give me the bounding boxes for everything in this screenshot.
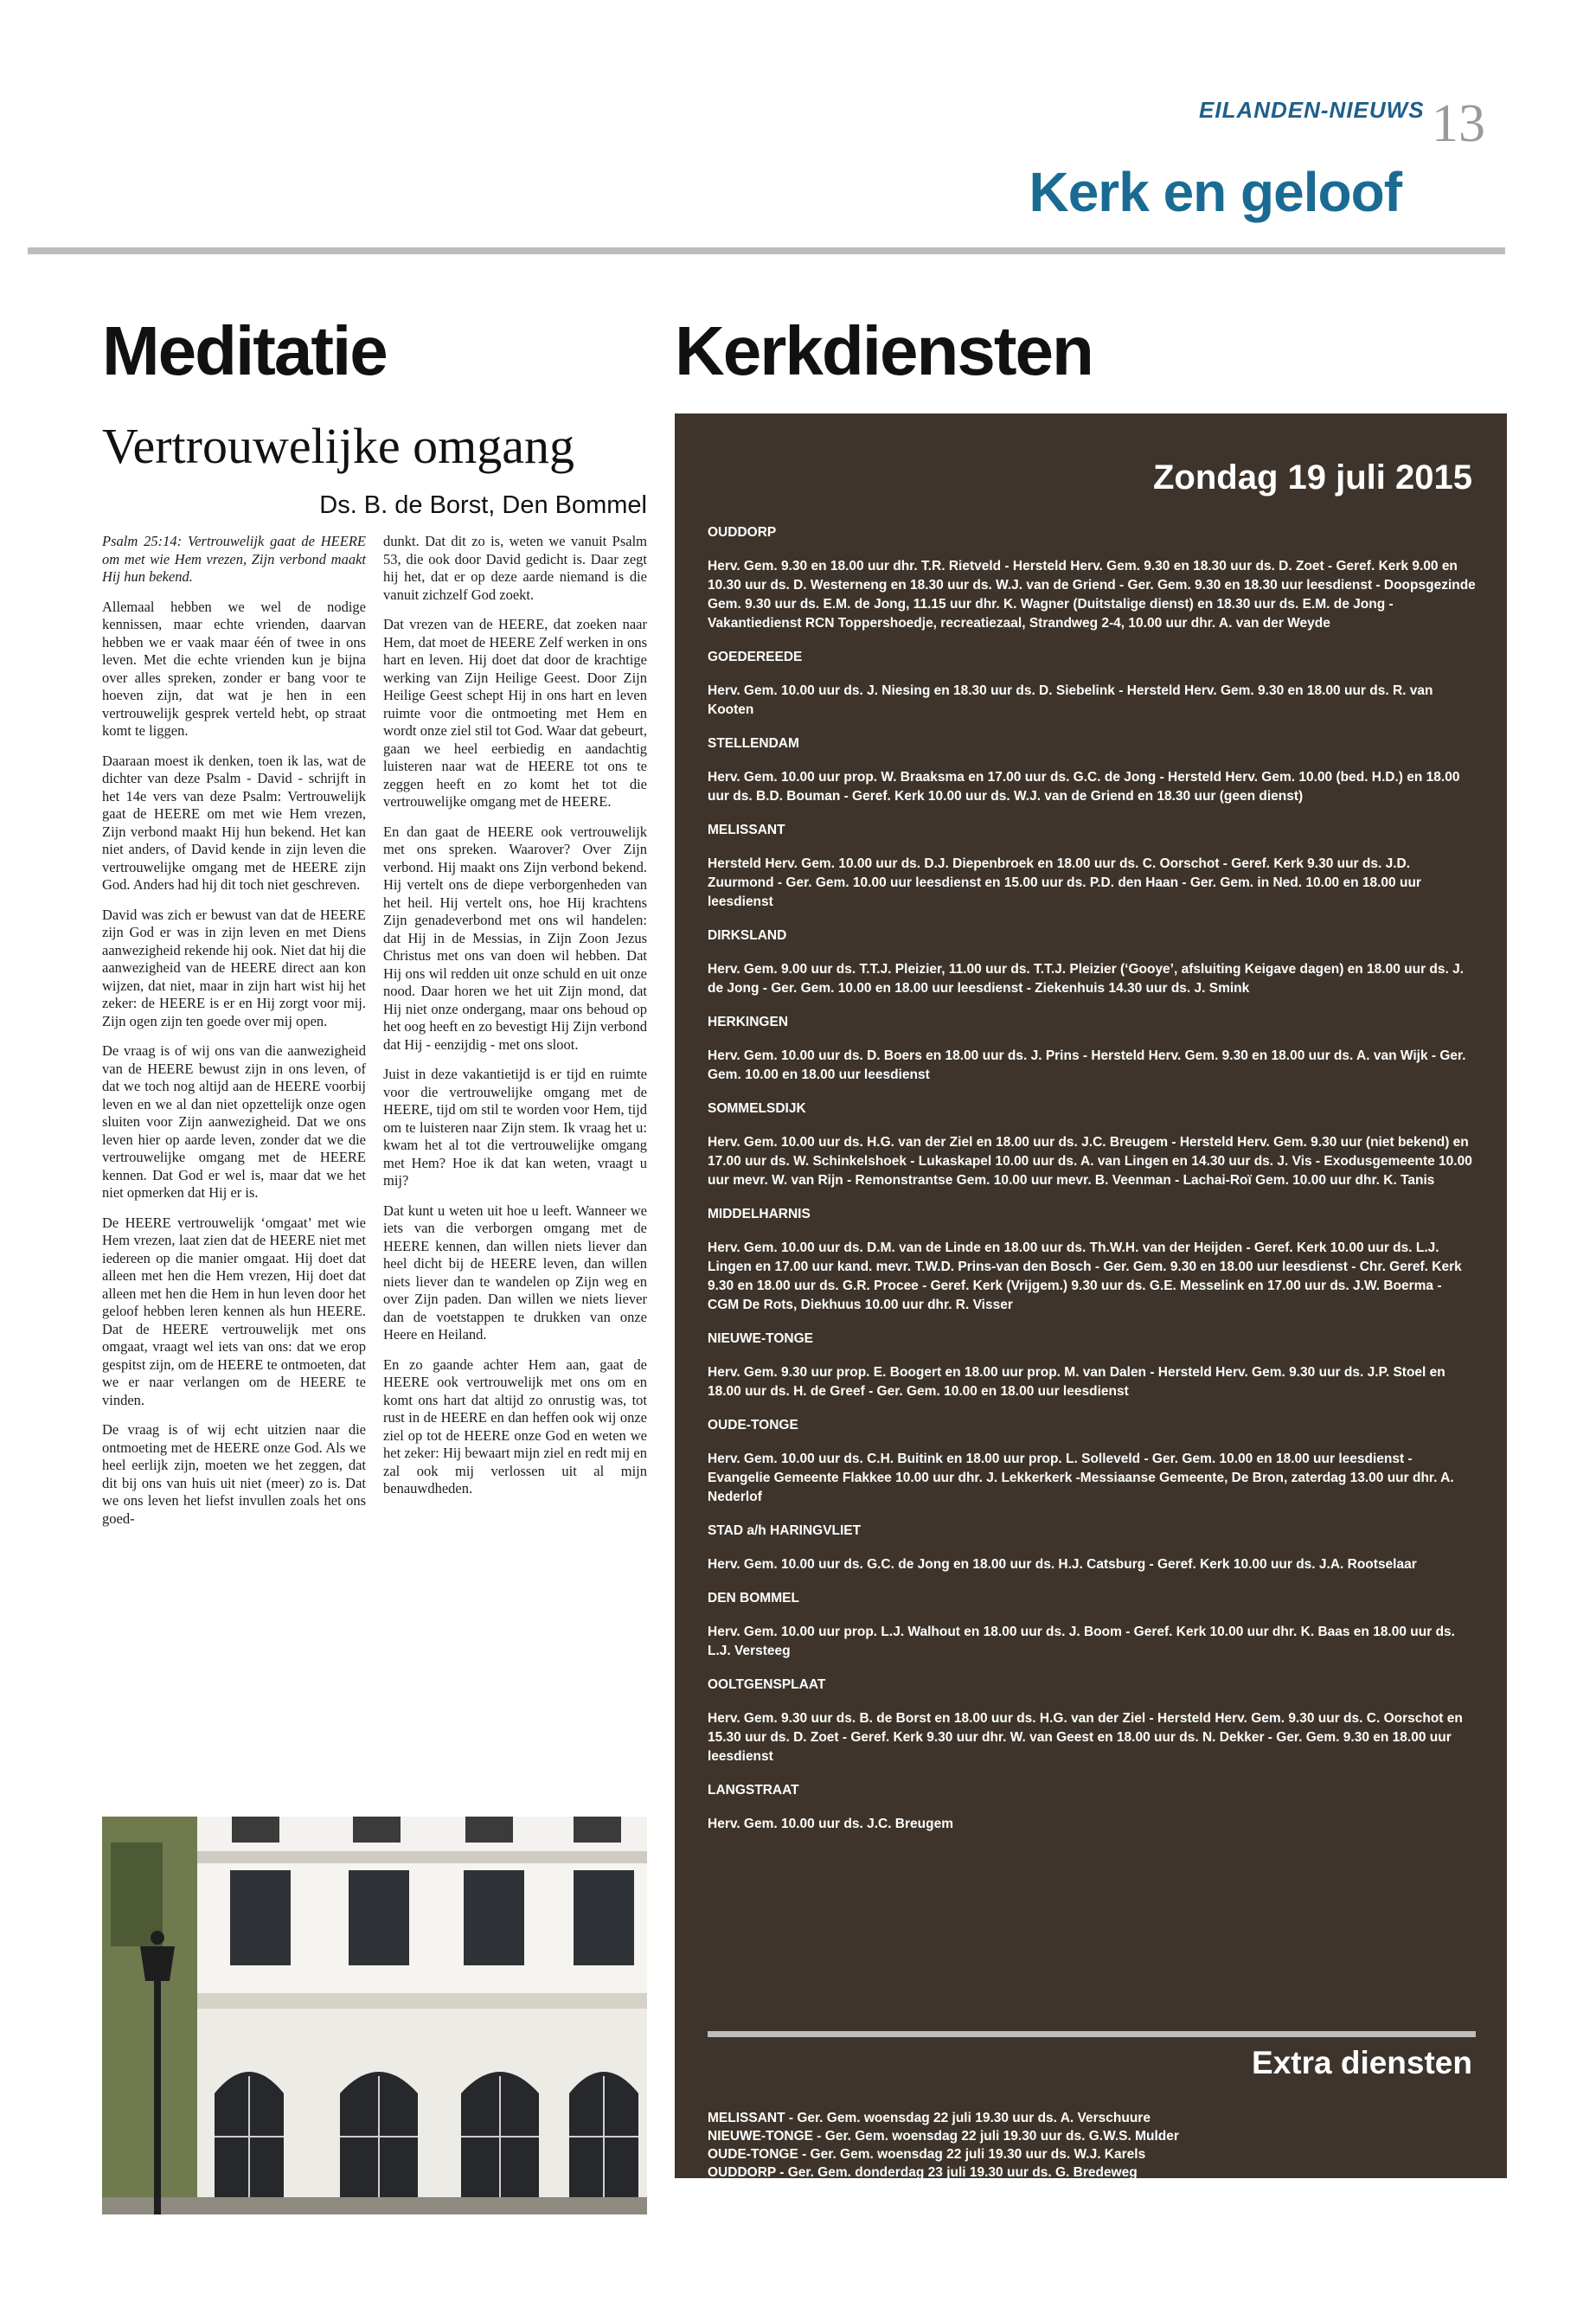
kerkdiensten-panel <box>675 413 1507 2178</box>
place-name: DIRKSLAND <box>708 928 787 943</box>
article-column-left <box>102 533 366 1540</box>
place-services: Herv. Gem. 9.30 uur ds. B. de Borst en 18.00 uur ds. H.G. van der Ziel - Hersteld Herv. Gem. 9.30 uur ds. C. Oorschot en 15.30 uur ds. D. Zoet - Geref. Kerk 9.30 uur dhr. W. van Geest en 18.00 uur ds. N. Dekker - Ger. Gem. 9.30 en 18.00 uur leesdienst <box>708 1711 1463 1764</box>
kerkdiensten-heading: Kerkdiensten <box>675 312 1093 389</box>
church-photo <box>102 1817 647 2214</box>
article-paragraph: De vraag is of wij echt uitzien naar die ontmoeting met de HEERE onze God. Als we heel eerlijk zijn, moeten we het zeggen, dat dit bij ons van huis uit niet (meer) zo is. Dat we ons leven het liefst invullen zoals het ons goed- <box>102 1421 366 1527</box>
church-building-illustration <box>102 1817 647 2214</box>
place-name: OOLTGENSPLAAT <box>708 1677 826 1692</box>
article-column-right <box>383 533 647 1510</box>
place-name: STAD a/h HARINGVLIET <box>708 1523 862 1538</box>
place-name: OUDE-TONGE <box>708 1418 798 1433</box>
place-name: GOEDEREEDE <box>708 650 803 664</box>
extra-service: OUDE-TONGE - Ger. Gem. woensdag 22 juli 19.30 uur ds. W.J. Karels <box>708 2147 1146 2162</box>
place-services: Herv. Gem. 10.00 uur prop. W. Braaksma en 17.00 uur ds. G.C. de Jong - Hersteld Herv. Gem. 10.00 (bed. H.D.) en 18.00 uur ds. B.D. Bouman - Geref. Kerk 10.00 uur ds. W.J. van de Griend en 18.30 uur (geen dienst) <box>708 770 1460 804</box>
meditatie-heading: Meditatie <box>102 312 387 389</box>
place-name: HERKINGEN <box>708 1015 789 1029</box>
place-name: DEN BOMMEL <box>708 1591 799 1606</box>
service-date: Zondag 19 juli 2015 <box>1152 458 1472 497</box>
place-name: MIDDELHARNIS <box>708 1207 811 1221</box>
place-services: Herv. Gem. 10.00 uur prop. L.J. Walhout en 18.00 uur ds. J. Boom - Geref. Kerk 10.00 uur dhr. K. Baas en 18.00 uur ds. L.J. Versteeg <box>708 1625 1455 1658</box>
extra-service: OUDDORP - Ger. Gem. donderdag 23 juli 19.30 uur ds. G. Bredeweg <box>708 2165 1138 2180</box>
place-services: Herv. Gem. 9.30 en 18.00 uur dhr. T.R. Rietveld - Hersteld Herv. Gem. 9.30 en 18.30 uur ds. D. Zoet - Geref. Kerk 9.00 en 10.30 uur ds. D. Westerneng en 18.30 uur ds. W.J. van de Griend - Ger. Gem. 9.30 en 18.30 uur leesdienst - Doopsgezinde Gem. 9.30 uur ds. E.M. de Jong, 11.15 uur dhr. K. Wagner (Duitstalige dienst) en 18.30 uur ds. E.M. de Jong - Vakantiedienst RCN Toppershoedje, recreatiezaal, Strandweg 2-4, 10.00 uur dhr. A. van der Weyde <box>708 559 1476 631</box>
place-name: LANGSTRAAT <box>708 1783 799 1798</box>
article-paragraph: Dat vrezen van de HEERE, dat zoeken naar Hem, dat moet de HEERE Zelf werken in ons hart en leven. Hij doet dat door de krachtige werking van Zijn Heilige Geest. Door Zijn Heilige Geest schept Hij in ons hart en leven ruimte voor die ontmoeting met Hem en wordt onze ziel stil tot God. Waar dat gebeurt, gaan we heel eerbiedig en aandachtig luisteren naar wat de HEERE tot ons te zeggen heeft en zo komt het tot die vertrouwelijke omgang met de HEERE. <box>383 616 647 810</box>
article-paragraph: En dan gaat de HEERE ook vertrouwelijk met ons spreken. Waarover? Over Zijn verbond. Hij maakt ons Zijn verbond bekend. Hij vertelt ons de diepe verborgenheden van het heil. Hij vertelt ons, hoe Hij krachtens Zijn genadeverbond met ons wil handelen: dat Hij in de Messias, in Zijn Zoon Jezus Christus met ons van doen wil hebben. Dat Hij ons wil redden uit onze schuld en uit onze nood. Daar horen we het uit Zijn mond, dat Hij niet onze ondergang, maar ons behoud op het oog heeft en zo bevestigt Hij Zijn verbond dat Hij - eenzijdig - met ons sloot. <box>383 823 647 1053</box>
article-paragraph: Allemaal hebben we wel de nodige kennissen, maar echte vrienden, daarvan hebben we er vaak maar één of twee in ons leven. Met die echte vrienden kun je bijna over alles spreken, zonder er bang voor te hoeven zijn, dat wat je hen in een vertrouwelijk gesprek verteld hebt, op straat komt te liggen. <box>102 598 366 739</box>
place-services: Hersteld Herv. Gem. 10.00 uur ds. D.J. Diepenbroek en 18.00 uur ds. C. Oorschot - Geref. Kerk 9.30 uur ds. J.D. Zuurmond - Ger. Gem. 10.00 uur leesdienst en 15.00 uur ds. P.D. den Haan - Ger. Gem. in Ned. 10.00 en 18.00 uur leesdienst <box>708 856 1421 909</box>
services-list <box>708 524 1476 1849</box>
place-name: SOMMELSDIJK <box>708 1101 806 1116</box>
place-services: Herv. Gem. 9.30 uur prop. E. Boogert en 18.00 uur prop. M. van Dalen - Hersteld Herv. Gem. 9.30 uur ds. J.P. Stoel en 18.00 uur ds. H. de Greef - Ger. Gem. 10.00 en 18.00 uur leesdienst <box>708 1365 1445 1399</box>
place-name: STELLENDAM <box>708 736 799 751</box>
extra-diensten-list <box>708 2109 1476 2182</box>
article-paragraph: Dat kunt u weten uit hoe u leeft. Wanneer we iets van die verborgen omgang met de HEERE kennen, dan willen niets liever dan heel dicht bij de HEERE leven, dan willen niets liever dan te wandelen op Zijn weg en over Zijn paden. Dan willen we niets liever dan de voetstappen te drukken van onze Heere en Heiland. <box>383 1202 647 1343</box>
place-services: Herv. Gem. 10.00 uur ds. H.G. van der Ziel en 18.00 uur ds. J.C. Breugem - Hersteld Herv. Gem. 9.30 uur (niet bekend) en 17.00 uur ds. W. Schinkelshoek - Lukaskapel 10.00 uur ds. A. van Lingen en 14.30 uur ds. J. Vis - Exodusgemeente 10.00 uur mevr. W. van Rijn - Remonstrantse Gem. 10.00 uur mevr. B. Veenman - Lachai-Roï Gem. 10.00 uur dhr. K. Tanis <box>708 1135 1472 1188</box>
extra-divider <box>708 2031 1476 2037</box>
place-services: Herv. Gem. 10.00 uur ds. J. Niesing en 18.30 uur ds. D. Siebelink - Hersteld Herv. Gem. 9.30 en 18.00 uur ds. R. van Kooten <box>708 683 1433 717</box>
header-divider <box>28 247 1505 254</box>
masthead-logo: EILANDEN-NIEUWS <box>1199 97 1425 123</box>
article-paragraph: De HEERE vertrouwelijk ‘omgaat’ met wie Hem vrezen, laat zien dat de HEERE niet met iedereen op die manier omgaat. Hij doet dat alleen met hen die Hem vrezen, Hij doet dat alleen met hen die Hem in hun leven door het geloof hebben leren kennen als hun HEERE. Dat de HEERE vertrouwelijk met ons omgaat, vraagt wel iets van ons: dat we erop gespitst zijn, om de HEERE te ontmoeten, dat we er naar verlangen om de HEERE te vinden. <box>102 1214 366 1408</box>
extra-diensten-heading: Extra diensten <box>1252 2045 1472 2080</box>
article-paragraph: Juist in deze vakantietijd is er tijd en ruimte voor die vertrouwelijke omgang met de HEERE, tijd om stil te worden voor Hem, tijd om te luisteren naar Zijn stem. Ik vraag het u: kwam het al tot die vertrouwelijke omgang met Hem? Hoe ik dat kan weten, vraagt u mij? <box>383 1066 647 1189</box>
extra-service: MELISSANT - Ger. Gem. woensdag 22 juli 19.30 uur ds. A. Verschuure <box>708 2111 1151 2125</box>
place-services: Herv. Gem. 10.00 uur ds. C.H. Buitink en 18.00 uur prop. L. Solleveld - Ger. Gem. 10.00 en 18.00 uur leesdienst - Evangelie Gemeente Flakkee 10.00 uur dhr. J. Lekkerkerk -Messiaanse Gemeente, De Bron, zaterdag 13.00 uur dhr. A. Nederlof <box>708 1452 1454 1504</box>
place-name: MELISSANT <box>708 823 785 837</box>
article-author: Ds. B. de Borst, Den Bommel <box>319 491 647 519</box>
article-paragraph: David was zich er bewust van dat de HEERE zijn God er was in zijn leven en met Diens aanwezigheid rekende hij ook. Niet dat hij die aanwezigheid van de HEERE direct aan kon wijzen, dat niet, maar in zijn hart wist hij het zeker: de HEERE is er en Hij zorgt voor mij. Zijn ogen zijn ten goede over mij open. <box>102 906 366 1029</box>
extra-service: NIEUWE-TONGE - Ger. Gem. woensdag 22 juli 19.30 uur ds. G.W.S. Mulder <box>708 2129 1179 2144</box>
article-title: Vertrouwelijke omgang <box>102 418 575 474</box>
article-paragraph: dunkt. Dat dit zo is, weten we vanuit Psalm 53, die ook door David gedicht is. Daar zegt hij het, dat er op deze aarde niemand is die vanuit zichzelf God zoekt. <box>383 533 647 603</box>
section-title: Kerk en geloof <box>1029 161 1401 223</box>
article-paragraph: En zo gaande achter Hem aan, gaat de HEERE ook vertrouwelijk met ons om en komt ons hart dat altijd zo onrustig was, tot rust in de HEERE en dan heffen ook wij onze ziel op tot de HEERE onze God en weten we het zeker: Hij bewaart mijn ziel en redt mij en zal ook mij verlossen uit al mijn benauwdheden. <box>383 1356 647 1497</box>
place-name: OUDDORP <box>708 525 777 540</box>
place-services: Herv. Gem. 10.00 uur ds. J.C. Breugem <box>708 1817 953 1831</box>
article-intro: Psalm 25:14: Vertrouwelijk gaat de HEERE om met wie Hem vrezen, Zijn verbond maakt Hij hun bekend. <box>102 533 366 585</box>
place-name: NIEUWE-TONGE <box>708 1331 813 1346</box>
place-services: Herv. Gem. 10.00 uur ds. D.M. van de Linde en 18.00 uur ds. Th.W.H. van der Heijden - Geref. Kerk 10.00 uur ds. L.J. Lingen en 17.00 uur kand. mevr. T.W.D. Prins-van den Bosch - Ger. Gem. 9.30 en 18.00 uur leesdienst - Chr. Geref. Kerk 9.30 en 18.00 uur ds. G.R. Procee - Geref. Kerk (Vrijgem.) 9.30 uur ds. G.E. Messelink en 17.00 uur ds. J.W. Boerma - CGM De Rots, Diekhuus 10.00 uur dhr. R. Visser <box>708 1240 1462 1312</box>
place-services: Herv. Gem. 10.00 uur ds. D. Boers en 18.00 uur ds. J. Prins - Hersteld Herv. Gem. 9.30 en 18.00 uur ds. A. van Wijk - Ger. Gem. 10.00 en 18.00 uur leesdienst <box>708 1048 1466 1082</box>
page-number: 13 <box>1432 94 1485 153</box>
place-services: Herv. Gem. 9.00 uur ds. T.T.J. Pleizier, 11.00 uur ds. T.T.J. Pleizier (‘Gooye’, afsluiting Keigave dagen) en 18.00 uur ds. J. de Jong - Ger. Gem. 10.00 en 18.00 uur leesdienst - Ziekenhuis 14.30 uur ds. J. Smink <box>708 962 1465 996</box>
article-paragraph: De vraag is of wij ons van die aanwezigheid van de HEERE bewust zijn in ons leven, of dat we toch nog altijd aan de HEERE voorbij leven en we al dan niet opzettelijk onze ogen sluiten voor Zijn aanwezigheid. Dat we ons leven hier op aarde leven, zonder dat we die vertrouwelijke omgang met de HEERE kennen. Dat God er wel is, maar dat we het niet opmerken dat Hij er is. <box>102 1042 366 1201</box>
article-paragraph: Daaraan moest ik denken, toen ik las, wat de dichter van deze Psalm - David - schrijft in het 14e vers van deze Psalm: Vertrouwelijk gaat de HEERE om met wie Hem vrezen, Zijn verbond maakt Hij hun bekend. Het kan niet anders, of David kende in zijn leven die vertrouwelijke omgang met de HEERE zijn God. Anders had hij dit toch niet geschreven. <box>102 752 366 893</box>
place-services: Herv. Gem. 10.00 uur ds. G.C. de Jong en 18.00 uur ds. H.J. Catsburg - Geref. Kerk 10.00 uur ds. J.A. Rootselaar <box>708 1557 1417 1572</box>
